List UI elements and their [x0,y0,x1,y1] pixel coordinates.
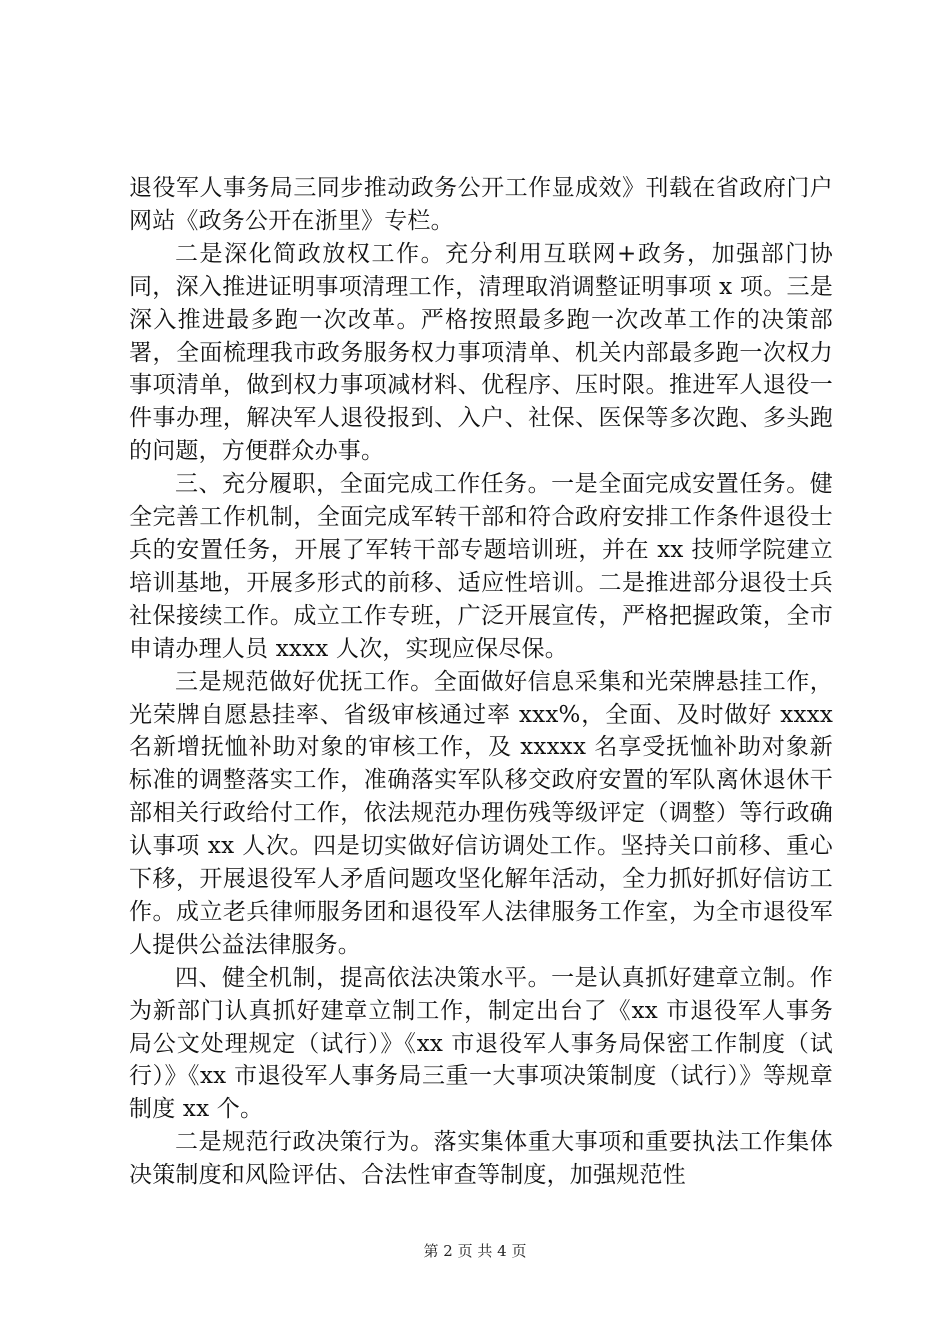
paragraph: 四、健全机制，提高依法决策水平。一是认真抓好建章立制。作为新部门认真抓好建章立制工作，制定出台了《xx 市退役军人事务局公文处理规定（试行）》《xx 市退役军人事务局保密工作制度（试行）》《xx 市退役军人事务局三重一大事项决策制度（试行）》等规章制度 xx 个。 [129,964,833,1123]
paragraph: 三是规范做好优抚工作。全面做好信息采集和光荣牌悬挂工作，光荣牌自愿悬挂率、省级审核通过率 xxx%，全面、及时做好 xxxx 名新增抚恤补助对象的审核工作，及 xxxxx 名享受抚恤补助对象新标准的调整落实工作，准确落实军队移交政府安置的军队离休退休干部相关行政给付工作，依法规范办理伤残等级评定（调整）等行政确认事项 xx 人次。四是切实做好信访调处工作。坚持关口前移、重心下移，开展退役军人矛盾问题攻坚化解年活动，全力抓好抓好信访工作。成立老兵律师服务团和退役军人法律服务工作室，为全市退役军人提供公益法律服务。 [129,668,833,958]
paragraph: 二是规范行政决策行为。落实集体重大事项和重要执法工作集体决策制度和风险评估、合法性审查等制度，加强规范性 [129,1129,833,1189]
document-body [129,172,833,1192]
page-number-footer: 第 2 页 共 4 页 [423,1242,527,1260]
paragraph: 退役军人事务局三同步推动政务公开工作显成效》刊载在省政府门户网站《政务公开在浙里》专栏。 [129,175,833,234]
paragraph: 二是深化简政放权工作。充分利用互联网+政务，加强部门协同，深入推进证明事项清理工作，清理取消调整证明事项 x 项。三是深入推进最多跑一次改革。严格按照最多跑一次改革工作的决策部署，全面梳理我市政务服务权力事项清单、机关内部最多跑一次权力事项清单，做到权力事项减材料、优程序、压时限。推进军人退役一件事办理，解决军人退役报到、入户、社保、医保等多次跑、多头跑的问题，方便群众办事。 [129,240,833,465]
paragraph: 三、充分履职，全面完成工作任务。一是全面完成安置任务。健全完善工作机制，全面完成军转干部和符合政府安排工作条件退役士兵的安置任务，开展了军转干部专题培训班，并在 xx 技师学院建立培训基地，开展多形式的前移、适应性培训。二是推进部分退役士兵社保接续工作。成立工作专班，广泛开展宣传，严格把握政策，全市申请办理人员 xxxx 人次，实现应保尽保。 [129,471,833,662]
